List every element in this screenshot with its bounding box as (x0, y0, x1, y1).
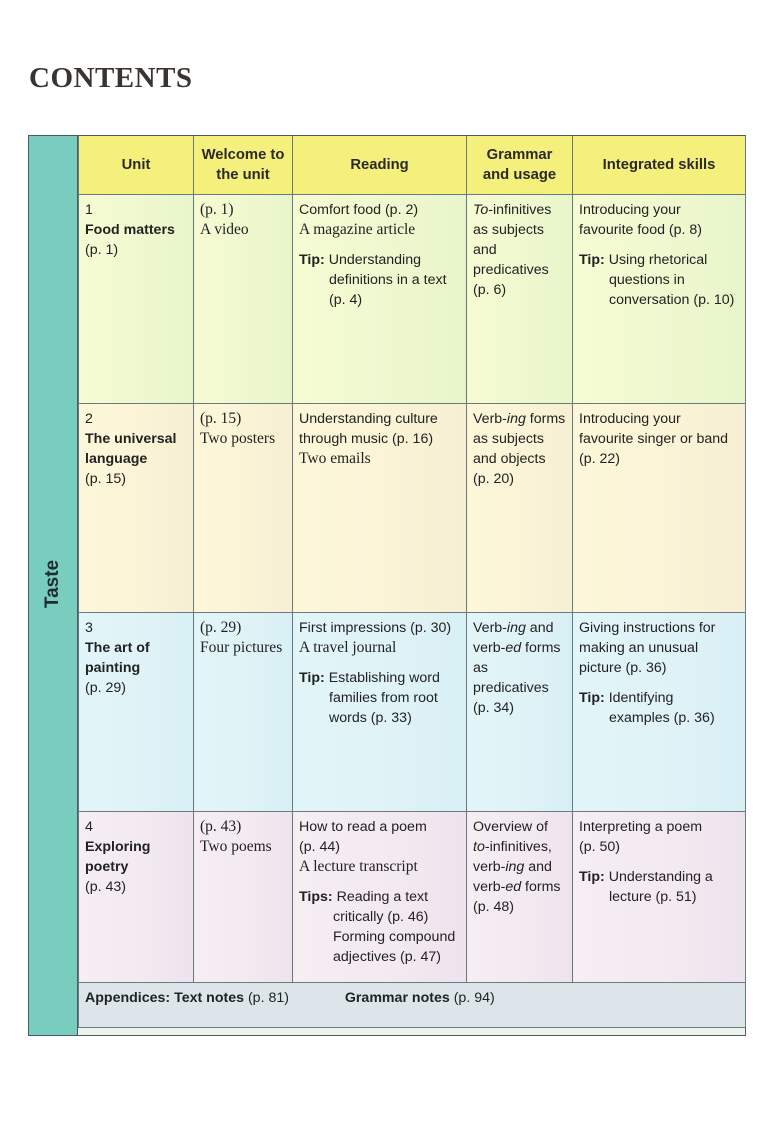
page-title: CONTENTS (29, 62, 193, 94)
contents-table (78, 136, 746, 1028)
tip-label: Tip: (299, 670, 325, 686)
welcome-cell (194, 613, 293, 812)
welcome-page: (p. 43) (200, 818, 242, 835)
unit-page: (p. 29) (85, 680, 127, 696)
tip-text: Establishing word (328, 670, 440, 686)
reading-line: A travel journal (299, 639, 397, 656)
unit-row-1 (79, 195, 746, 404)
tip-text: lecture (p. 51) (609, 889, 697, 905)
reading-line: First impressions (p. 30) (299, 620, 452, 636)
unit-row-3 (79, 613, 746, 812)
unit-cell (79, 613, 194, 812)
skills-cell (573, 812, 746, 983)
skills-line: Introducing your (579, 202, 681, 218)
theme-side-band (29, 136, 78, 1035)
grammar-cell (467, 613, 573, 812)
appendices-row (79, 983, 746, 1028)
skills-line: (p. 50) (579, 839, 621, 855)
unit-name: The art of painting (85, 640, 150, 676)
unit-page: (p. 43) (85, 879, 127, 895)
header-unit: Unit (79, 136, 194, 195)
grammar-line: (p. 48) (473, 899, 515, 915)
skills-line: (p. 22) (579, 451, 621, 467)
tip-text: Reading a text (336, 889, 429, 905)
skills-cell (573, 404, 746, 613)
welcome-cell (194, 404, 293, 613)
welcome-page: (p. 29) (200, 619, 242, 636)
unit-cell (79, 404, 194, 613)
header-grammar: Grammar and usage (467, 136, 573, 195)
welcome-item: Two poems (200, 838, 272, 855)
skills-line: favourite food (p. 8) (579, 222, 703, 238)
tip-text: adjectives (p. 47) (333, 949, 442, 965)
welcome-item: Two posters (200, 430, 276, 447)
reading-line: Understanding culture (299, 411, 438, 427)
contents-table-frame (28, 135, 746, 1036)
welcome-item: Four pictures (200, 639, 283, 656)
skills-line: Introducing your (579, 411, 681, 427)
skills-tip (579, 688, 739, 728)
header-integrated-skills: Integrated skills (573, 136, 746, 195)
skills-tip (579, 867, 739, 907)
grammar-line: Overview of (473, 819, 548, 835)
skills-line: favourite singer or band (579, 431, 729, 447)
grammar-notes-label: Grammar notes (344, 990, 450, 1006)
reading-tip (299, 250, 460, 310)
tip-label: Tip: (299, 252, 325, 268)
tip-text: Understanding (328, 252, 421, 268)
header-reading: Reading (293, 136, 467, 195)
tip-text: conversation (p. 10) (609, 292, 735, 308)
reading-line: A lecture transcript (299, 858, 418, 875)
skills-cell (573, 613, 746, 812)
grammar-cell (467, 195, 573, 404)
welcome-item: A video (200, 221, 249, 238)
appendices-label: Appendices: (85, 990, 171, 1006)
unit-row-2 (79, 404, 746, 613)
reading-tip (299, 668, 460, 728)
unit-page: (p. 1) (85, 242, 119, 258)
unit-cell (79, 195, 194, 404)
tip-text: Identifying (608, 690, 674, 706)
welcome-cell (194, 195, 293, 404)
text-notes-page: (p. 81) (247, 990, 289, 1006)
unit-name: Exploring poetry (85, 839, 151, 875)
tip-text: examples (p. 36) (609, 710, 715, 726)
unit-page: (p. 15) (85, 471, 127, 487)
tip-text: Forming compound (333, 929, 456, 945)
skills-line: Giving instructions for (579, 620, 716, 636)
header-row (79, 136, 746, 195)
reading-tips (299, 887, 460, 967)
tip-text: questions in (609, 272, 685, 288)
unit-number: 1 (85, 202, 93, 218)
unit-number: 4 (85, 819, 93, 835)
grammar-cell (467, 404, 573, 613)
welcome-page: (p. 1) (200, 201, 234, 218)
reading-line: Two emails (299, 450, 371, 467)
unit-number: 2 (85, 411, 93, 427)
unit-name: Food matters (85, 222, 175, 238)
tip-label: Tips: (299, 889, 333, 905)
grammar-line: verb-ed forms (473, 879, 561, 895)
skills-line: making an unusual (579, 640, 699, 656)
welcome-cell (194, 812, 293, 983)
skills-cell (573, 195, 746, 404)
grammar-text: Verb-ing and verb-ed forms as predicatives (p. 34) (473, 620, 561, 716)
grammar-notes-page: (p. 94) (453, 990, 495, 1006)
tip-text: words (p. 33) (329, 710, 412, 726)
appendices-cell (79, 983, 746, 1028)
skills-line: picture (p. 36) (579, 660, 667, 676)
reading-cell (293, 812, 467, 983)
unit-cell (79, 812, 194, 983)
reading-line: (p. 44) (299, 839, 341, 855)
tip-label: Tip: (579, 690, 605, 706)
grammar-text: To-infinitives as subjects and predicatives (p. 6) (473, 202, 552, 298)
reading-cell (293, 613, 467, 812)
grammar-line: verb-ing and (473, 859, 552, 875)
tip-label: Tip: (579, 252, 605, 268)
tip-text: Using rhetorical (608, 252, 708, 268)
text-notes-label: Text notes (174, 990, 244, 1006)
theme-label: Taste (42, 559, 63, 609)
tip-text: critically (p. 46) (333, 909, 429, 925)
tip-text: (p. 4) (329, 292, 363, 308)
welcome-page: (p. 15) (200, 410, 242, 427)
reading-line: How to read a poem (299, 819, 427, 835)
unit-row-4 (79, 812, 746, 983)
skills-tip (579, 250, 739, 310)
header-welcome: Welcome to the unit (194, 136, 293, 195)
unit-number: 3 (85, 620, 93, 636)
tip-text: Understanding a (608, 869, 713, 885)
grammar-text: Verb-ing forms as subjects and objects (p. 20) (473, 411, 566, 487)
grammar-cell (467, 812, 573, 983)
tip-text: families from root (329, 690, 438, 706)
unit-name: The universal language (85, 431, 177, 467)
reading-line: A magazine article (299, 221, 416, 238)
reading-cell (293, 404, 467, 613)
skills-line: Interpreting a poem (579, 819, 703, 835)
tip-text: definitions in a text (329, 272, 447, 288)
reading-line: through music (p. 16) (299, 431, 434, 447)
tip-label: Tip: (579, 869, 605, 885)
reading-line: Comfort food (p. 2) (299, 202, 419, 218)
grammar-line: to-infinitives, (473, 839, 552, 855)
reading-cell (293, 195, 467, 404)
